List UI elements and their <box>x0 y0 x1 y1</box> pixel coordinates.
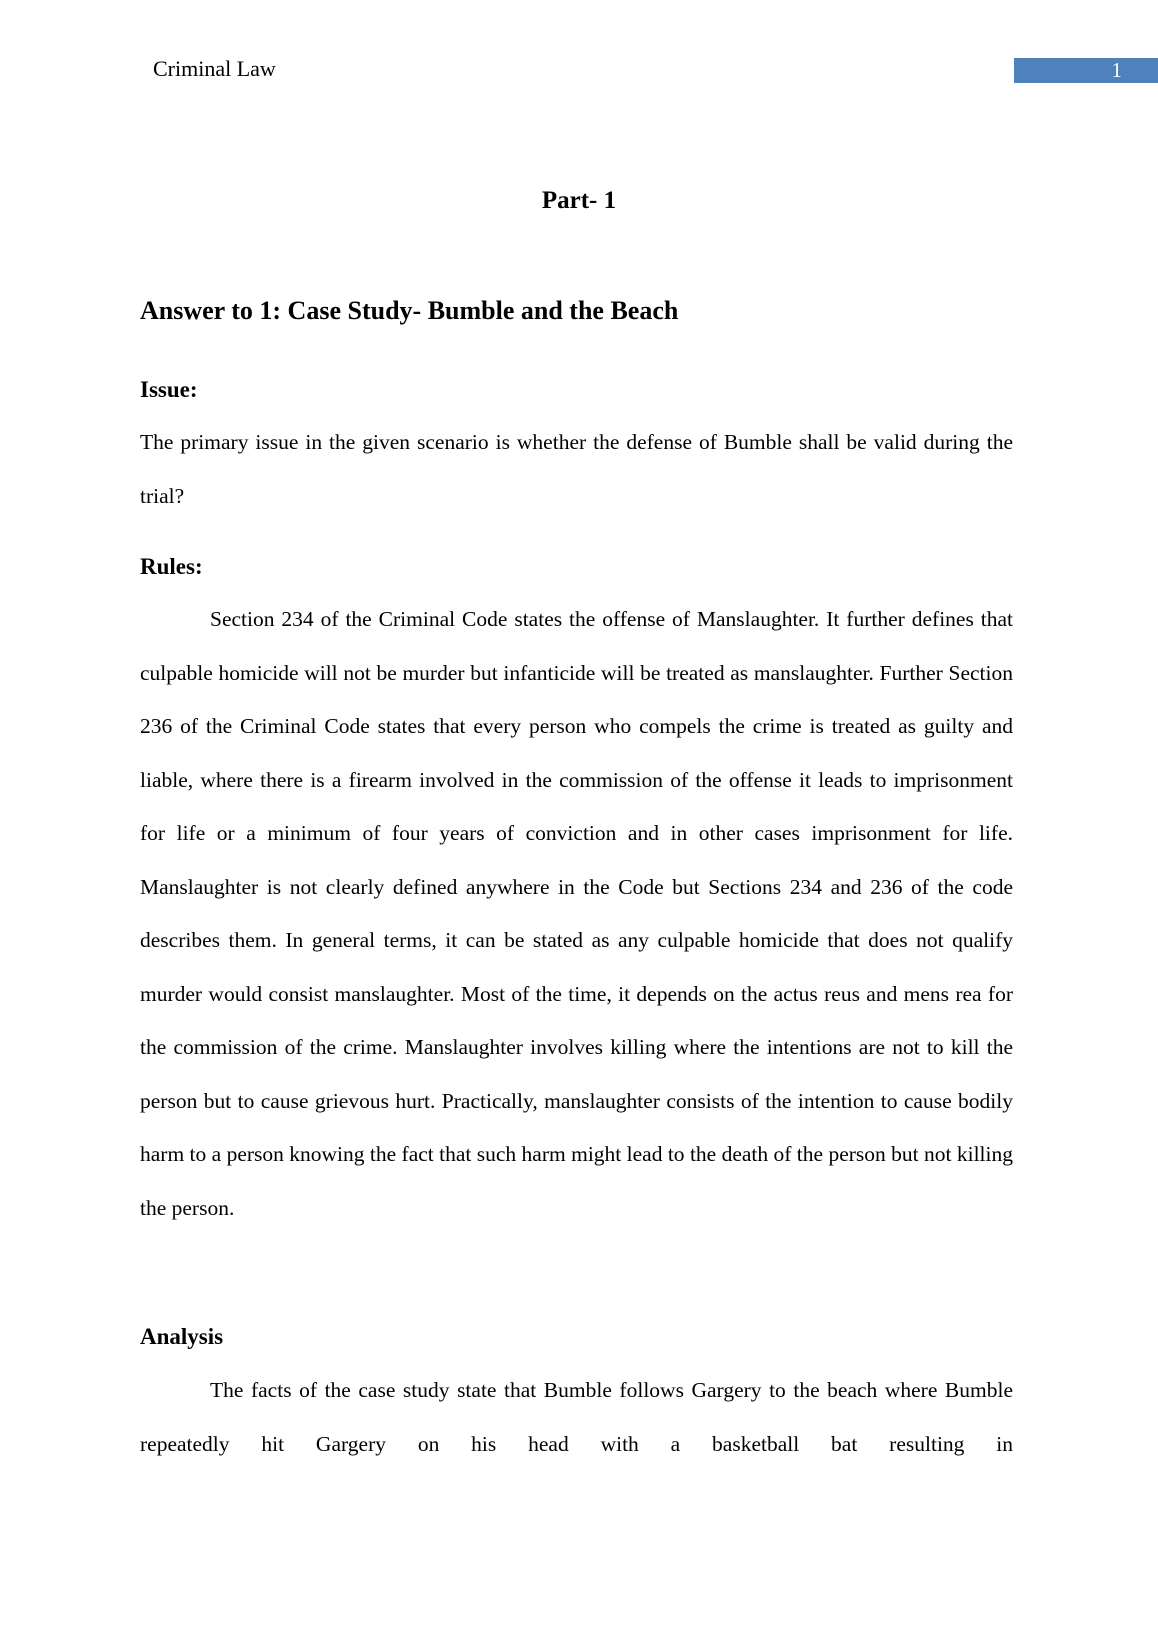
analysis-paragraph: The facts of the case study state that Bumble follows Gargery to the beach where Bumble repeatedly hit Gargery on his head with a basketball bat resulting in <box>140 1378 1013 1456</box>
analysis-heading: Analysis <box>140 1324 224 1349</box>
issue-heading: Issue: <box>140 377 198 402</box>
page-number: 1 <box>1111 58 1122 82</box>
answer-heading: Answer to 1: Case Study- Bumble and the Beach <box>140 296 679 325</box>
part-heading: Part- 1 <box>541 187 617 214</box>
issue-paragraph: The primary issue in the given scenario is whether the defense of Bumble shall be valid during the trial? <box>140 430 1013 508</box>
rules-paragraph: Section 234 of the Criminal Code states the offense of Manslaughter. It further defines that culpable homicide will not be murder but infanticide will be treated as manslaughter. Further Section 236 of the Criminal Code states that every person who compels the crime is treated as guilty and liable, where there is a firearm involved in the commission of the offense it leads to imprisonment for life or a minimum of four years of conviction and in other cases imprisonment for life. Manslaughter is not clearly defined anywhere in the Code but Sections 234 and 236 of the code describes them. In general terms, it can be stated as any culpable homicide that does not qualify murder would consist manslaughter. Most of the time, it depends on the actus reus and mens rea for the commission of the crime. Manslaughter involves killing where the intentions are not to kill the person but to cause grievous hurt. Practically, manslaughter consists of the intention to cause bodily harm to a person knowing the fact that such harm might lead to the death of the person but not killing the person. <box>140 607 1013 1220</box>
running-header-title: Criminal Law <box>153 56 276 81</box>
rules-heading: Rules: <box>140 554 203 579</box>
page-number-badge <box>1014 58 1158 83</box>
